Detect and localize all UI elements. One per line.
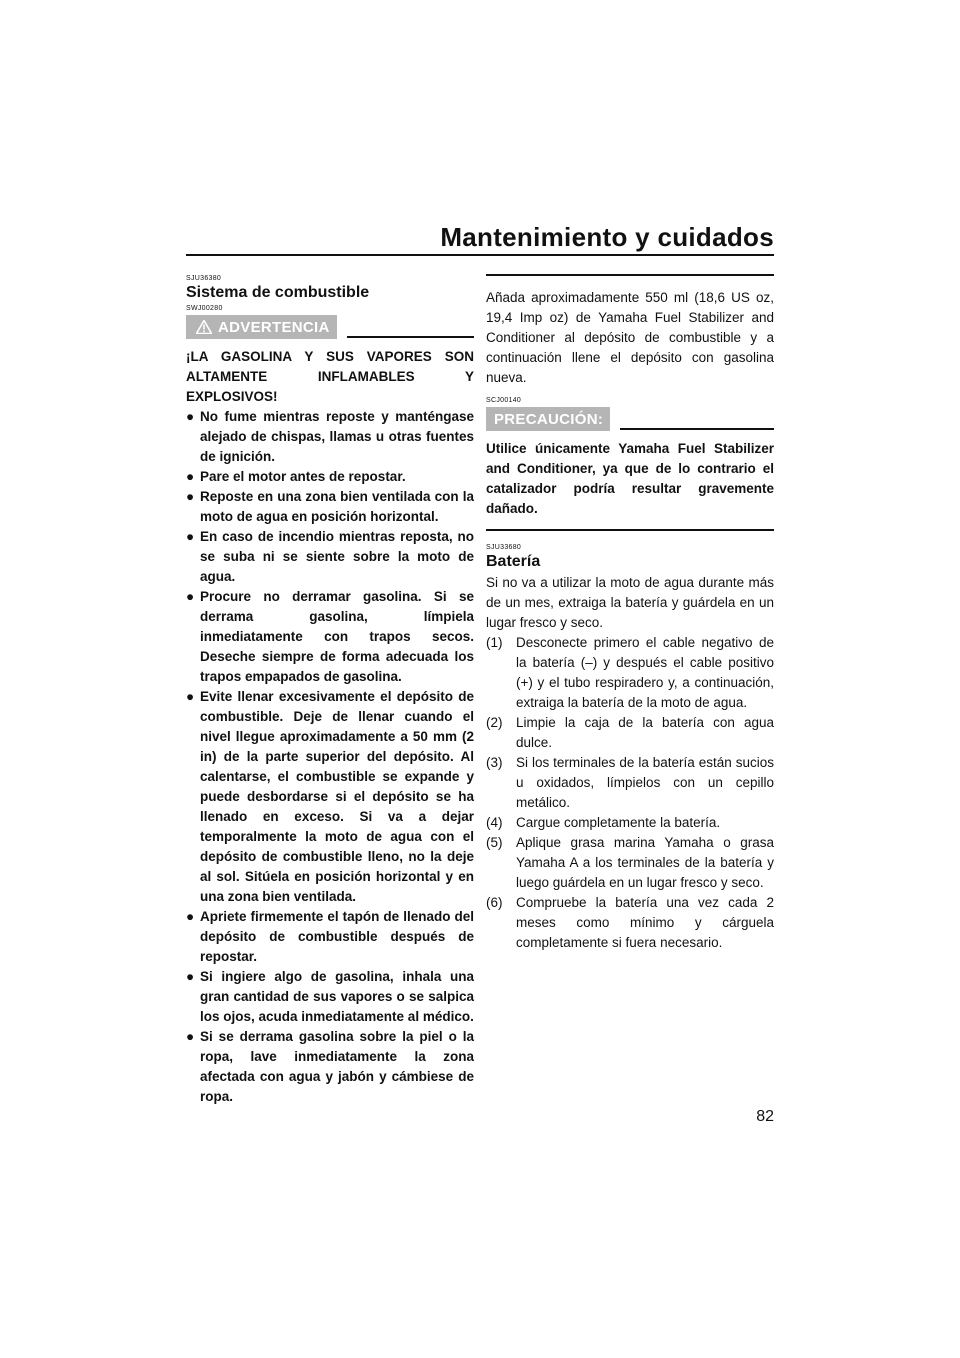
bullet-dot-icon: ● [186, 589, 195, 604]
bullet-dot-icon: ● [186, 969, 195, 984]
warning-label: ADVERTENCIA [218, 318, 330, 336]
caution-text: Utilice únicamente Yamaha Fuel Stabilizer and Conditioner, ya que de lo contrario el catalizador podría resultar gravemente dañado. [486, 441, 774, 516]
warning-bullet: ● Reposte en una zona bien ventilada con la moto de agua en posición horizontal. [186, 489, 474, 524]
bullet-dot-icon: ● [186, 489, 195, 504]
fuel-section-title: Sistema de combustible [186, 284, 370, 301]
battery-steps-list [486, 633, 774, 953]
caution-rule [620, 428, 774, 430]
warning-bullet-list [186, 407, 474, 1107]
bullet-dot-icon: ● [186, 689, 195, 704]
warning-badge [186, 315, 337, 339]
stabilizer-paragraph: Añada aproximadamente 550 ml (18,6 US oz, 19,4 Imp oz) de Yamaha Fuel Stabilizer and Conditioner al depósito de combustible y a continuación llene el depósito con gasolina nueva. [486, 290, 774, 385]
battery-step: (3) Si los terminales de la batería están sucios u oxidados, límpielos con un cepillo metálico. [486, 755, 774, 810]
warning-code: SWJ00280 [186, 305, 223, 312]
caution-end-rule [486, 529, 774, 531]
caution-badge [486, 407, 610, 431]
battery-intro: Si no va a utilizar la moto de agua durante más de un mes, extraiga la batería y guárdela en un lugar fresco y seco. [486, 575, 774, 630]
warning-rule [347, 336, 474, 338]
warning-header [186, 315, 474, 339]
bullet-dot-icon: ● [186, 409, 195, 424]
right-column [486, 274, 774, 953]
battery-step: (2) Limpie la caja de la batería con agua dulce. [486, 715, 774, 750]
caution-code: SCJ00140 [486, 397, 522, 404]
warning-bullet: ● Procure no derramar gasolina. Si se derrama gasolina, límpiela inmediatamente con trapos secos. Deseche siempre de forma adecuada los trapos empapados de gasolina. [186, 589, 474, 684]
battery-step: (4) Cargue completamente la batería. [486, 815, 721, 830]
bullet-dot-icon: ● [186, 909, 195, 924]
warning-bullet: ● Si se derrama gasolina sobre la piel o la ropa, lave inmediatamente la zona afectada con agua y jabón y cámbiese de ropa. [186, 1029, 474, 1104]
left-column [186, 274, 474, 1107]
warning-bullet: ● Si ingiere algo de gasolina, inhala una gran cantidad de sus vapores o se salpica los ojos, acuda inmediatamente al médico. [186, 969, 474, 1024]
warning-bullet: ● Pare el motor antes de repostar. [186, 467, 474, 487]
header-divider [186, 254, 774, 256]
battery-step: (5) Aplique grasa marina Yamaha o grasa Yamaha A a los terminales de la batería y luego guárdela en un lugar fresco y seco. [486, 835, 774, 890]
caution-label: PRECAUCIÓN: [494, 410, 604, 428]
section-code: SJU36380 [186, 275, 222, 282]
battery-section-code: SJU33680 [486, 544, 522, 551]
warning-end-rule [486, 274, 774, 276]
warning-bullet: ● En caso de incendio mientras reposta, no se suba ni se siente sobre la moto de agua. [186, 529, 474, 584]
warning-bullet: ● Evite llenar excesivamente el depósito de combustible. Deje de llenar cuando el nivel llegue aproximadamente a 50 mm (2 in) de la parte superior del depósito. Al calentarse, el combustible se expande y puede desbordarse si el depósito se ha llenado en exceso. Si va a dejar temporalmente la moto de agua con el depósito de combustible lleno, no la deje al sol. Sitúela en posición horizontal y en una zona bien ventilada. [186, 689, 474, 904]
warning-triangle-icon [196, 320, 212, 334]
bullet-dot-icon: ● [186, 469, 195, 484]
warning-bullet: ● No fume mientras reposte y manténgase alejado de chispas, llamas u otras fuentes de ignición. [186, 409, 474, 464]
warning-bullet: ● Apriete firmemente el tapón de llenado del depósito de combustible después de repostar. [186, 909, 474, 964]
battery-step: (6) Compruebe la batería una vez cada 2 meses como mínimo y cárguela completamente si fuera necesario. [486, 895, 774, 950]
bullet-dot-icon: ● [186, 529, 195, 544]
caution-header [486, 407, 774, 431]
page-header-title: Mantenimiento y cuidados [440, 222, 774, 252]
battery-step: (1) Desconecte primero el cable negativo de la batería (–) y después el cable positivo (+) y el tubo respiradero y, a continuación, extraiga la batería de la moto de agua. [486, 635, 774, 710]
page-number: 82 [756, 1108, 774, 1125]
battery-section-title: Batería [486, 553, 541, 570]
warning-intro: ¡LA GASOLINA Y SUS VAPORES SON ALTAMENTE INFLAMABLES Y EXPLOSIVOS! [186, 349, 474, 404]
bullet-dot-icon: ● [186, 1029, 195, 1044]
